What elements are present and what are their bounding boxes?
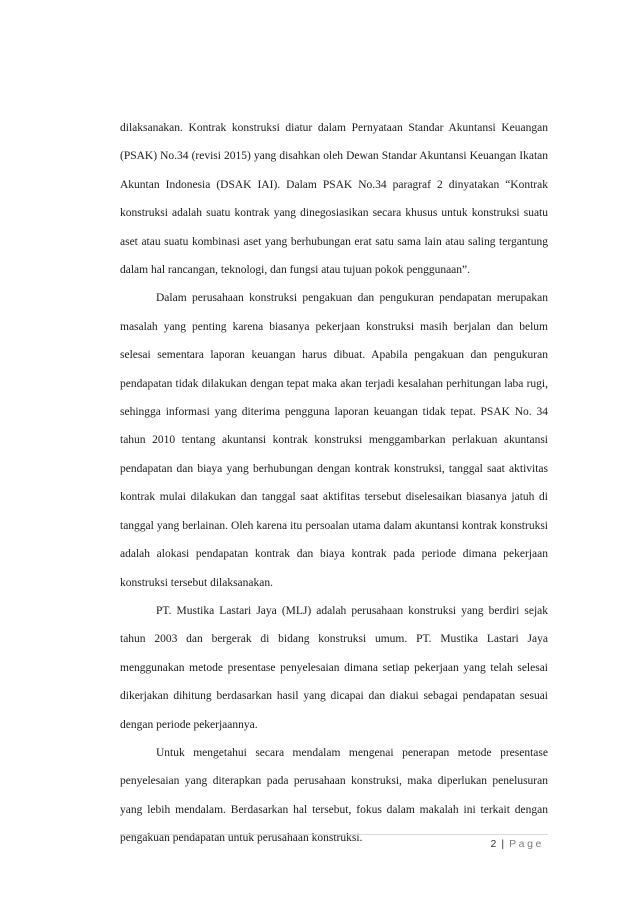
footer-separator: | — [501, 838, 505, 850]
page-label: Page — [509, 838, 544, 850]
footer-divider — [120, 834, 548, 835]
paragraph-1: dilaksanakan. Kontrak konstruksi diatur dalam Pernyataan Standar Akuntansi Keuangan (PSAK) No.34 (revisi 2015) yang disahkan oleh Dewan Standar Akuntansi Keuangan Ikatan Akuntan Indonesia (DSAK IAI). Dalam PSAK No.34 paragraf 2 dinyatakan “Kontrak konstruksi adalah suatu kontrak yang dinegosiasikan secara khusus untuk konstruksi suatu aset atau suatu kombinasi aset yang berhubungan erat satu sama lain atau saling tergantung dalam hal rancangan, teknologi, dan fungsi atau tujuan pokok penggunaan”. — [120, 122, 548, 277]
page-number: 2 — [490, 838, 497, 850]
paragraph-2: Dalam perusahaan konstruksi pengakuan dan pengukuran pendapatan merupakan masalah yang penting karena biasanya pekerjaan konstruksi masih berjalan dan belum selesai sementara laporan keuangan harus dibuat. Apabila pengakuan dan pengukuran pendapatan tidak dilakukan dengan tepat maka akan terjadi kesalahan perhitungan laba rugi, sehingga informasi yang diterima pengguna laporan keuangan tidak tepat. PSAK No. 34 tahun 2010 tentang akuntansi kontrak konstruksi menggambarkan perlakuan akuntansi pendapatan dan biaya yang berhubungan dengan kontrak konstruksi, tanggal saat aktivitas kontrak mulai dilakukan dan tanggal saat aktifitas tersebut diselesaikan biasanya jatuh di tanggal yang berlainan. Oleh karena itu persoalan utama dalam akuntansi kontrak konstruksi adalah alokasi pendapatan kontrak dan biaya kontrak pada periode dimana pekerjaan konstruksi tersebut dilaksanakan. — [120, 292, 548, 589]
body-text — [120, 114, 548, 853]
paragraph-4: Untuk mengetahui secara mendalam mengenai penerapan metode presentase penyelesaian yang diterapkan pada perusahaan konstruksi, maka diperlukan penelusuran yang lebih mendalam. Berdasarkan hal tersebut, fokus dalam makalah ini terkait dengan pengakuan pendapatan untuk perusahaan konstruksi. — [120, 746, 548, 845]
paragraph-3: PT. Mustika Lastari Jaya (MLJ) adalah perusahaan konstruksi yang berdiri sejak tahun 2003 dan bergerak di bidang konstruksi umum. PT. Mustika Lastari Jaya menggunakan metode presentase penyelesaian dimana setiap pekerjaan yang telah selesai dikerjakan dihitung berdasarkan hasil yang dicapai dan diakui sebagai pendapatan sesuai dengan periode pekerjaannya. — [120, 604, 548, 731]
page-footer — [490, 838, 544, 850]
